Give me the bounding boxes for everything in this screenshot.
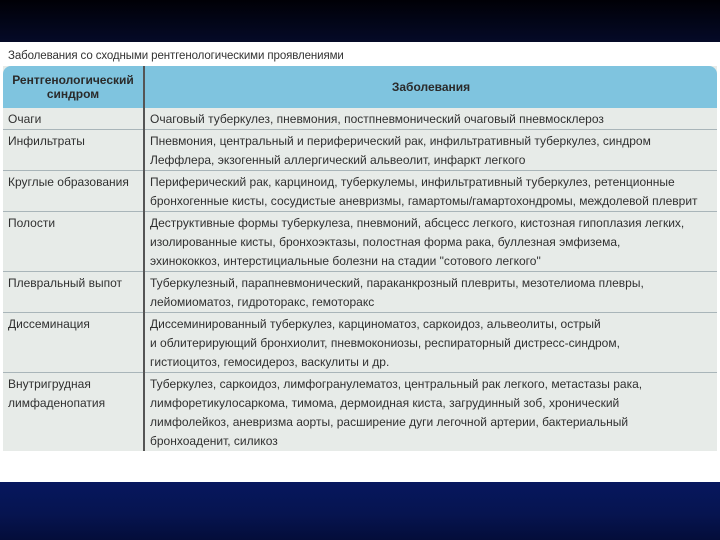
diseases-cell [144,313,717,373]
table-header-row [3,66,717,108]
syndrome-text: Плевральный выпот [8,276,122,290]
syndrome-cell [3,373,144,452]
diseases-text-line: Деструктивные формы туберкулеза, пневмоний, абсцесс легкого, кистозная гипоплазия легких, [150,216,685,230]
syndrome-text: Внутригрудная [8,377,91,391]
diseases-text-line: Туберкулезный, парапневмонический, параканкрозный плевриты, мезотелиома плевры, [150,276,644,290]
diseases-text-line: лимфолейкоз, аневризма аорты, расширение дуги легочной артерии, бактериальный [150,415,629,429]
table-body [3,108,717,451]
diseases-text-line: Диссеминированный туберкулез, карциноматоз, саркоидоз, альвеолиты, острый [150,317,601,331]
header-syndrome-line1: Рентгенологический [12,73,134,87]
diseases-text-line: лимфоретикулосаркома, тимома, дермоидная киста, загрудинный зоб, хронический [150,396,620,410]
table-row [3,212,717,272]
table-row [3,130,717,171]
diseases-text-line: изолированные кисты, бронхоэктазы, полостная форма рака, буллезная эмфизема, [150,235,621,249]
diseases-text-line: Очаговый туберкулез, пневмония, постпневмонический очаговый пневмосклероз [150,112,604,126]
diseases-text-line: Леффлера, экзогенный аллергический альвеолит, инфаркт легкого [150,153,526,167]
table-row [3,373,717,452]
table-row [3,272,717,313]
table-row [3,171,717,212]
bottom-blue-band [0,482,720,540]
syndrome-cell [3,171,144,212]
table-row [3,108,717,130]
diseases-cell [144,130,717,171]
diseases-cell [144,373,717,452]
syndrome-cell [3,130,144,171]
diseases-text-line: лейомиоматоз, гидроторакс, гемоторакс [150,295,375,309]
table-row [3,313,717,373]
syndrome-text: Инфильтраты [8,134,85,148]
diseases-text-line: гистиоцитоз, гемосидероз, васкулиты и др. [150,355,390,369]
diseases-cell [144,212,717,272]
syndrome-cell [3,313,144,373]
diseases-text-line: Периферический рак, карциноид, туберкулемы, инфильтративный туберкулез, ретенционные [150,175,675,189]
diseases-text-line: Пневмония, центральный и периферический рак, инфильтративный туберкулез, синдром [150,134,651,148]
syndrome-cell [3,108,144,130]
diseases-text-line: эхинококкоз, интерстициальные болезни на стадии "сотового легкого" [150,254,541,268]
diseases-cell [144,171,717,212]
top-dark-band [0,0,720,42]
syndrome-text: Полости [8,216,56,230]
header-syndrome [3,66,144,108]
syndrome-text: Круглые образования [8,175,129,189]
syndrome-text: Диссеминация [8,317,90,331]
syndrome-cell [3,272,144,313]
differential-diagnosis-table [3,66,717,451]
table-caption: Заболевания со сходными рентгенологическими проявлениями [8,50,344,62]
diseases-text-line: и облитерирующий бронхиолит, пневмокониозы, респираторный дистресс-синдром, [150,336,620,350]
header-syndrome-line2: синдром [46,87,100,101]
syndrome-text: Очаги [8,112,42,126]
diseases-cell [144,108,717,130]
header-diseases: Заболевания [144,66,717,108]
diseases-text-line: бронхоаденит, силикоз [150,434,278,448]
diseases-text-line: Туберкулез, саркоидоз, лимфогранулематоз, центральный рак легкого, метастазы рака, [150,377,643,391]
syndrome-cell [3,212,144,272]
slide-content [0,42,720,482]
syndrome-text: лимфаденопатия [8,396,106,410]
diseases-text-line: бронхогенные кисты, сосудистые аневризмы, гамартомы/гамартохондромы, междолевой плеврит [150,194,698,208]
diseases-cell [144,272,717,313]
